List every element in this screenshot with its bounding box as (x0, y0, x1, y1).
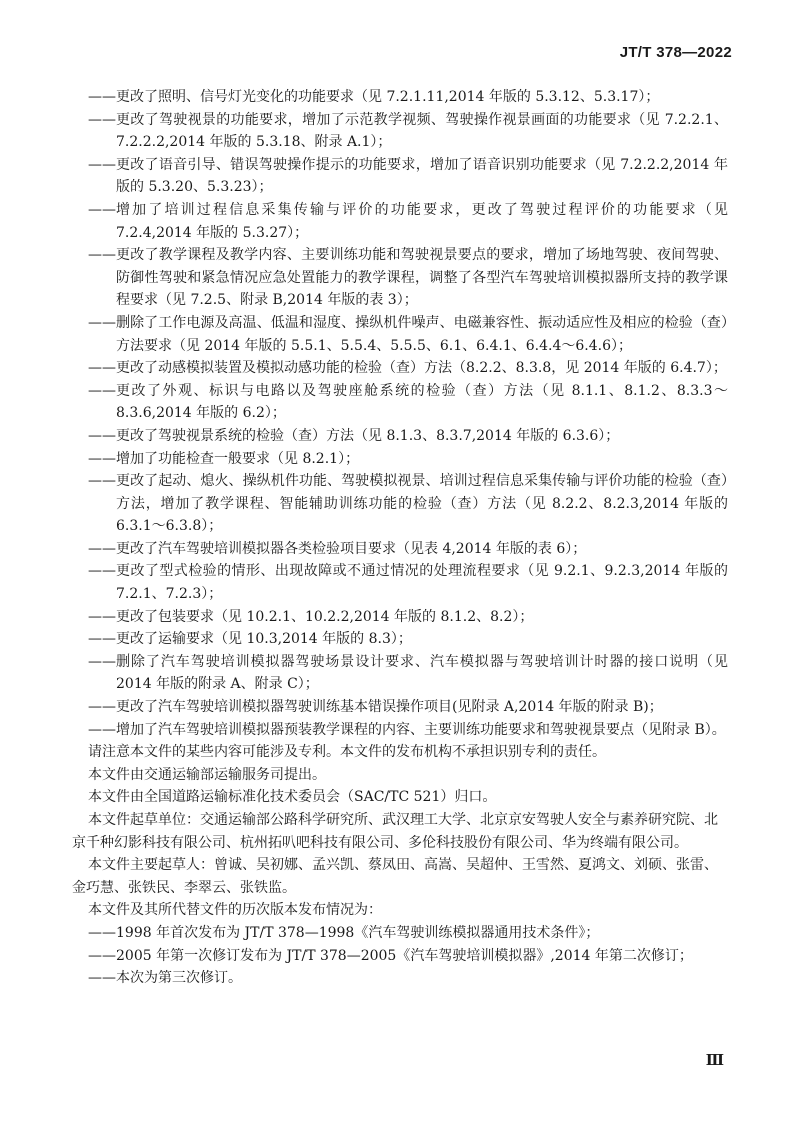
dash: —— (88, 156, 116, 173)
dash: —— (88, 970, 116, 987)
history-intro: 本文件及其所代替文件的历次版本发布情况为： (88, 902, 382, 919)
drafters: 本文件主要起草人：曾诚、吴初娜、孟兴凯、蔡凤田、高嵩、吴超仲、王雪然、夏鸿文、刘硕、张雷、金巧慧、张铁民、李翠云、张铁监。 (72, 857, 718, 896)
history-item: —— 1998 年首次发布为 JT/T 378—1998《汽车驾驶训练模拟器通用技术条件》； (88, 922, 728, 945)
dash: —— (88, 111, 116, 128)
dash: —— (88, 563, 116, 580)
dash: —— (88, 540, 116, 557)
dash: —— (88, 450, 116, 467)
page-number: Ⅲ (705, 1051, 724, 1069)
change-item: —— 更改了驾驶视景系统的检验（查）方法（见 8.1.3、8.3.7,2014 年版的 6.3.6）； (88, 425, 728, 448)
dash: —— (88, 89, 116, 105)
change-item: —— 增加了汽车驾驶培训模拟器预装教学课程的内容、主要训练功能要求和驾驶视景要点（见附录 B）。 (88, 719, 728, 742)
document-body (72, 86, 728, 990)
dash: —— (88, 631, 116, 648)
drafting-units: 本文件起草单位：交通运输部公路科学研究所、武汉理工大学、北京京安驾驶人安全与素养研究院、北京千种幻影科技有限公司、杭州拓叭吧科技有限公司、多伦科技股份有限公司、华为终端有限公司。 (72, 812, 718, 851)
dash: —— (88, 699, 116, 716)
change-item: —— 增加了培训过程信息采集传输与评价的功能要求，更改了驾驶过程评价的功能要求（见 7.2.4,2014 年版的 5.3.27）； (88, 199, 728, 244)
dash: —— (88, 382, 116, 399)
history-item: —— 2005 年第一次修订发布为 JT/T 378—2005《汽车驾驶培训模拟器》,2014 年第二次修订； (88, 945, 728, 968)
patent-notice: 请注意本文件的某些内容可能涉及专利。本文件的发布机构不承担识别专利的责任。 (88, 744, 606, 761)
dash: —— (88, 314, 116, 331)
dash: —— (88, 201, 116, 218)
dash: —— (88, 473, 116, 490)
dash: —— (88, 947, 116, 964)
change-list (88, 86, 728, 741)
history-list (88, 922, 728, 990)
change-item: —— 更改了动感模拟装置及模拟动感功能的检验（查）方法（8.2.2、8.3.8，见 2014 年版的 6.4.7）； (88, 357, 728, 380)
change-item: —— 更改了包装要求（见 10.2.1、10.2.2,2014 年版的 8.1.2、8.2）； (88, 606, 728, 629)
change-item: —— 增加了功能检查一般要求（见 8.2.1）； (88, 448, 728, 471)
dash: —— (88, 360, 116, 377)
change-item: —— 更改了驾驶视景的功能要求，增加了示范教学视频、驾驶操作视景画面的功能要求（见 7.2.2.1、7.2.2.2,2014 年版的 5.3.18、附录 A.1）； (88, 109, 728, 154)
dash: —— (88, 427, 116, 444)
dash: —— (88, 608, 116, 625)
managed-by: 本文件由全国道路运输标准化技术委员会（SAC/TC 521）归口。 (88, 789, 497, 806)
history-item: —— 本次为第三次修订。 (88, 967, 728, 990)
change-item: —— 更改了型式检验的情形、出现故障或不通过情况的处理流程要求（见 9.2.1、9.2.3,2014 年版的 7.2.1、7.2.3）； (88, 560, 728, 605)
change-item: —— 更改了教学课程及教学内容、主要训练功能和驾驶视景要点的要求，增加了场地驾驶、夜间驾驶、防御性驾驶和紧急情况应急处置能力的教学课程，调整了各型汽车驾驶培训模拟器所支持的教学课程要求（见 7.2.5、附录 B,2014 年版的表 3）； (88, 244, 728, 312)
change-item: —— 更改了外观、标识与电路以及驾驶座舱系统的检验（查）方法（见 8.1.1、8.1.2、8.3.3～8.3.6,2014 年版的 6.2）； (88, 380, 728, 425)
change-item: —— 更改了运输要求（见 10.3,2014 年版的 8.3）； (88, 628, 728, 651)
dash: —— (88, 924, 116, 941)
change-item: —— 更改了汽车驾驶培训模拟器驾驶训练基本错误操作项目(见附录 A,2014 年版的附录 B)； (88, 696, 728, 719)
dash: —— (88, 721, 116, 738)
dash: —— (88, 247, 116, 264)
change-item: —— 删除了工作电源及高温、低温和湿度、操纵机件噪声、电磁兼容性、振动适应性及相应的检验（查）方法要求（见 2014 年版的 5.5.1、5.5.4、5.5.5、6.1、6.4.1、6.4.4～6.4.6）； (88, 312, 728, 357)
document-code: JT/T 378—2022 (619, 44, 732, 61)
dash: —— (88, 653, 116, 670)
change-item: —— 更改了照明、信号灯光变化的功能要求（见 7.2.1.11,2014 年版的 5.3.12、5.3.17）； (88, 86, 728, 109)
change-item: —— 更改了语音引导、错误驾驶操作提示的功能要求，增加了语音识别功能要求（见 7.2.2.2,2014 年版的 5.3.20、5.3.23）； (88, 154, 728, 199)
change-item: —— 更改了起动、熄火、操纵机件功能、驾驶模拟视景、培训过程信息采集传输与评价功能的检验（查）方法，增加了教学课程、智能辅助训练功能的检验（查）方法（见 8.2.2、8.2.3,2014 年版的 6.3.1～6.3.8）； (88, 470, 728, 538)
proposed-by: 本文件由交通运输部运输服务司提出。 (88, 766, 326, 783)
change-item: —— 更改了汽车驾驶培训模拟器各类检验项目要求（见表 4,2014 年版的表 6）； (88, 538, 728, 561)
change-item: —— 删除了汽车驾驶培训模拟器驾驶场景设计要求、汽车模拟器与驾驶培训计时器的接口说明（见 2014 年版的附录 A、附录 C）； (88, 651, 728, 696)
